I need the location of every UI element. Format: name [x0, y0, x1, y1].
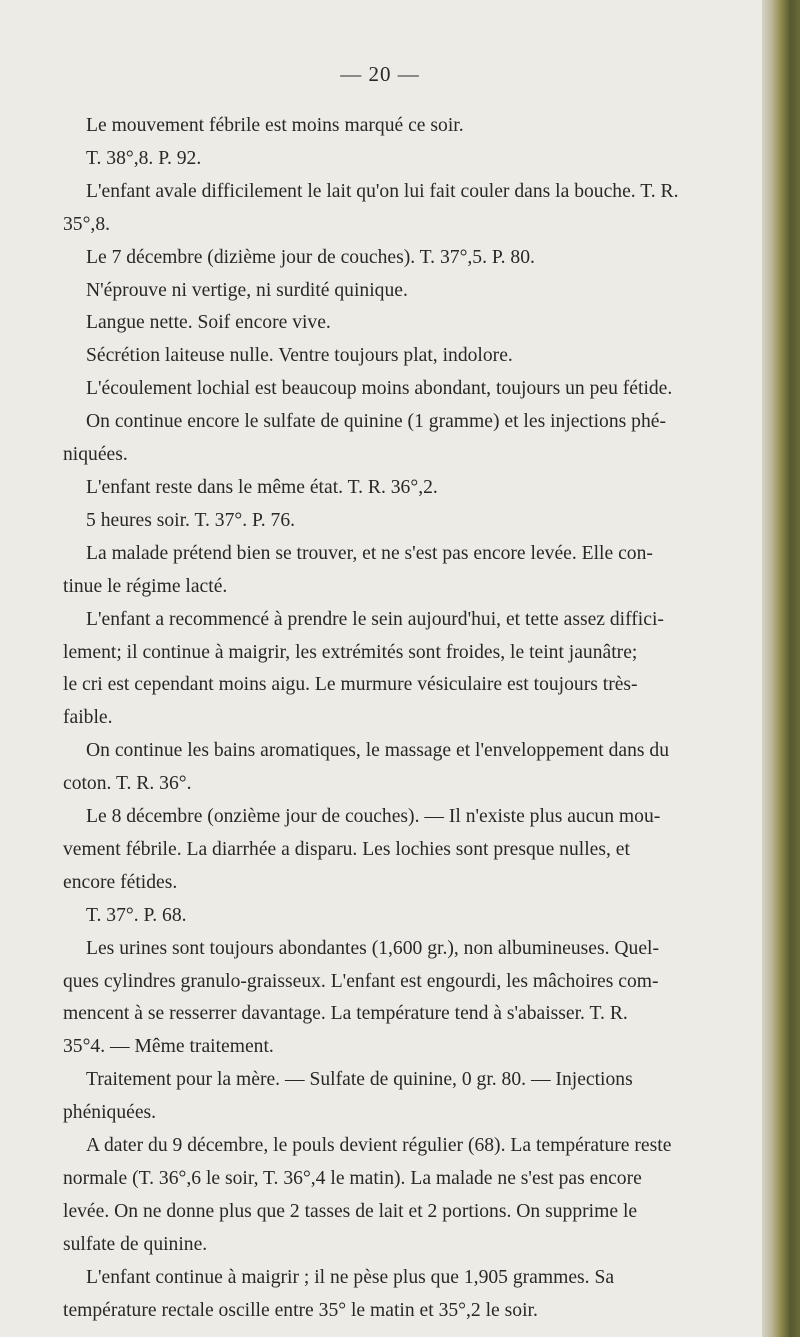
- text-line: On continue encore le sulfate de quinine (1 gramme) et les injections phé-: [86, 411, 666, 433]
- text-line: levée. On ne donne plus que 2 tasses de lait et 2 portions. On supprime le: [63, 1200, 638, 1222]
- text-line: ques cylindres granulo-graisseux. L'enfant est engourdi, les mâchoires com-: [63, 970, 659, 992]
- text-line: coton. T. R. 36°.: [63, 773, 192, 795]
- text-line: 5 heures soir. T. 37°. P. 76.: [86, 509, 296, 531]
- text-line: Le mouvement fébrile est moins marqué ce soir.: [86, 115, 464, 136]
- body-text: [63, 110, 761, 1328]
- text-line: L'enfant avale difficilement le lait qu'on lui fait couler dans la bouche. T. R.: [86, 180, 679, 202]
- text-line: Les urines sont toujours abondantes (1,600 gr.), non albumineuses. Quel-: [86, 937, 660, 959]
- text-line: L'enfant reste dans le même état. T. R. 36°,2.: [86, 476, 438, 498]
- text-line: lement; il continue à maigrir, les extrémités sont froides, le teint jaunâtre;: [63, 641, 638, 663]
- text-line: tinue le régime lacté.: [63, 575, 228, 597]
- text-line: L'enfant a recommencé à prendre le sein aujourd'hui, et tette assez diffici-: [86, 608, 664, 630]
- text-line: sulfate de quinine.: [63, 1233, 208, 1255]
- text-line: vement fébrile. La diarrhée a disparu. Les lochies sont presque nulles, et: [63, 838, 630, 860]
- text-line: normale (T. 36°,6 le soir, T. 36°,4 le matin). La malade ne s'est pas encore: [63, 1168, 642, 1189]
- text-line: 35°4. — Même traitement.: [63, 1036, 274, 1058]
- text-line: Langue nette. Soif encore vive.: [86, 312, 331, 334]
- text-line: On continue les bains aromatiques, le massage et l'enveloppement dans du: [86, 740, 670, 762]
- text-line: A dater du 9 décembre, le pouls devient régulier (68). La température reste: [86, 1135, 672, 1157]
- text-line: N'éprouve ni vertige, ni surdité quinique.: [86, 279, 408, 301]
- text-line: encore fétides.: [63, 871, 178, 893]
- text-line: La malade prétend bien se trouver, et ne s'est pas encore levée. Elle con-: [86, 542, 653, 564]
- text-line: Le 7 décembre (dizième jour de couches). T. 37°,5. P. 80.: [86, 246, 535, 268]
- text-line: L'écoulement lochial est beaucoup moins abondant, toujours un peu fétide.: [86, 378, 673, 400]
- page-number: — 20 —: [340, 62, 420, 86]
- text-line: Traitement pour la mère. — Sulfate de quinine, 0 gr. 80. — Injections: [86, 1069, 633, 1091]
- text-line: 35°,8.: [63, 213, 111, 235]
- text-line: niquées.: [63, 444, 128, 466]
- text-line: le cri est cependant moins aigu. Le murmure vésiculaire est toujours très-: [63, 674, 638, 696]
- text-line: mencent à se resserrer davantage. La température tend à s'abaisser. T. R.: [63, 1003, 628, 1025]
- text-line: Sécrétion laiteuse nulle. Ventre toujours plat, indolore.: [86, 345, 513, 367]
- text-line: T. 38°,8. P. 92.: [86, 147, 202, 169]
- page-edge-shadow: [762, 0, 800, 1337]
- text-line: Le 8 décembre (onzième jour de couches). — Il n'existe plus aucun mou-: [86, 806, 661, 828]
- text-line: température rectale oscille entre 35° le matin et 35°,2 le soir.: [63, 1299, 538, 1321]
- text-line: T. 37°. P. 68.: [86, 904, 187, 926]
- text-line: L'enfant continue à maigrir ; il ne pèse plus que 1,905 grammes. Sa: [86, 1266, 615, 1288]
- text-line: phéniquées.: [63, 1102, 157, 1124]
- text-line: faible.: [63, 707, 113, 729]
